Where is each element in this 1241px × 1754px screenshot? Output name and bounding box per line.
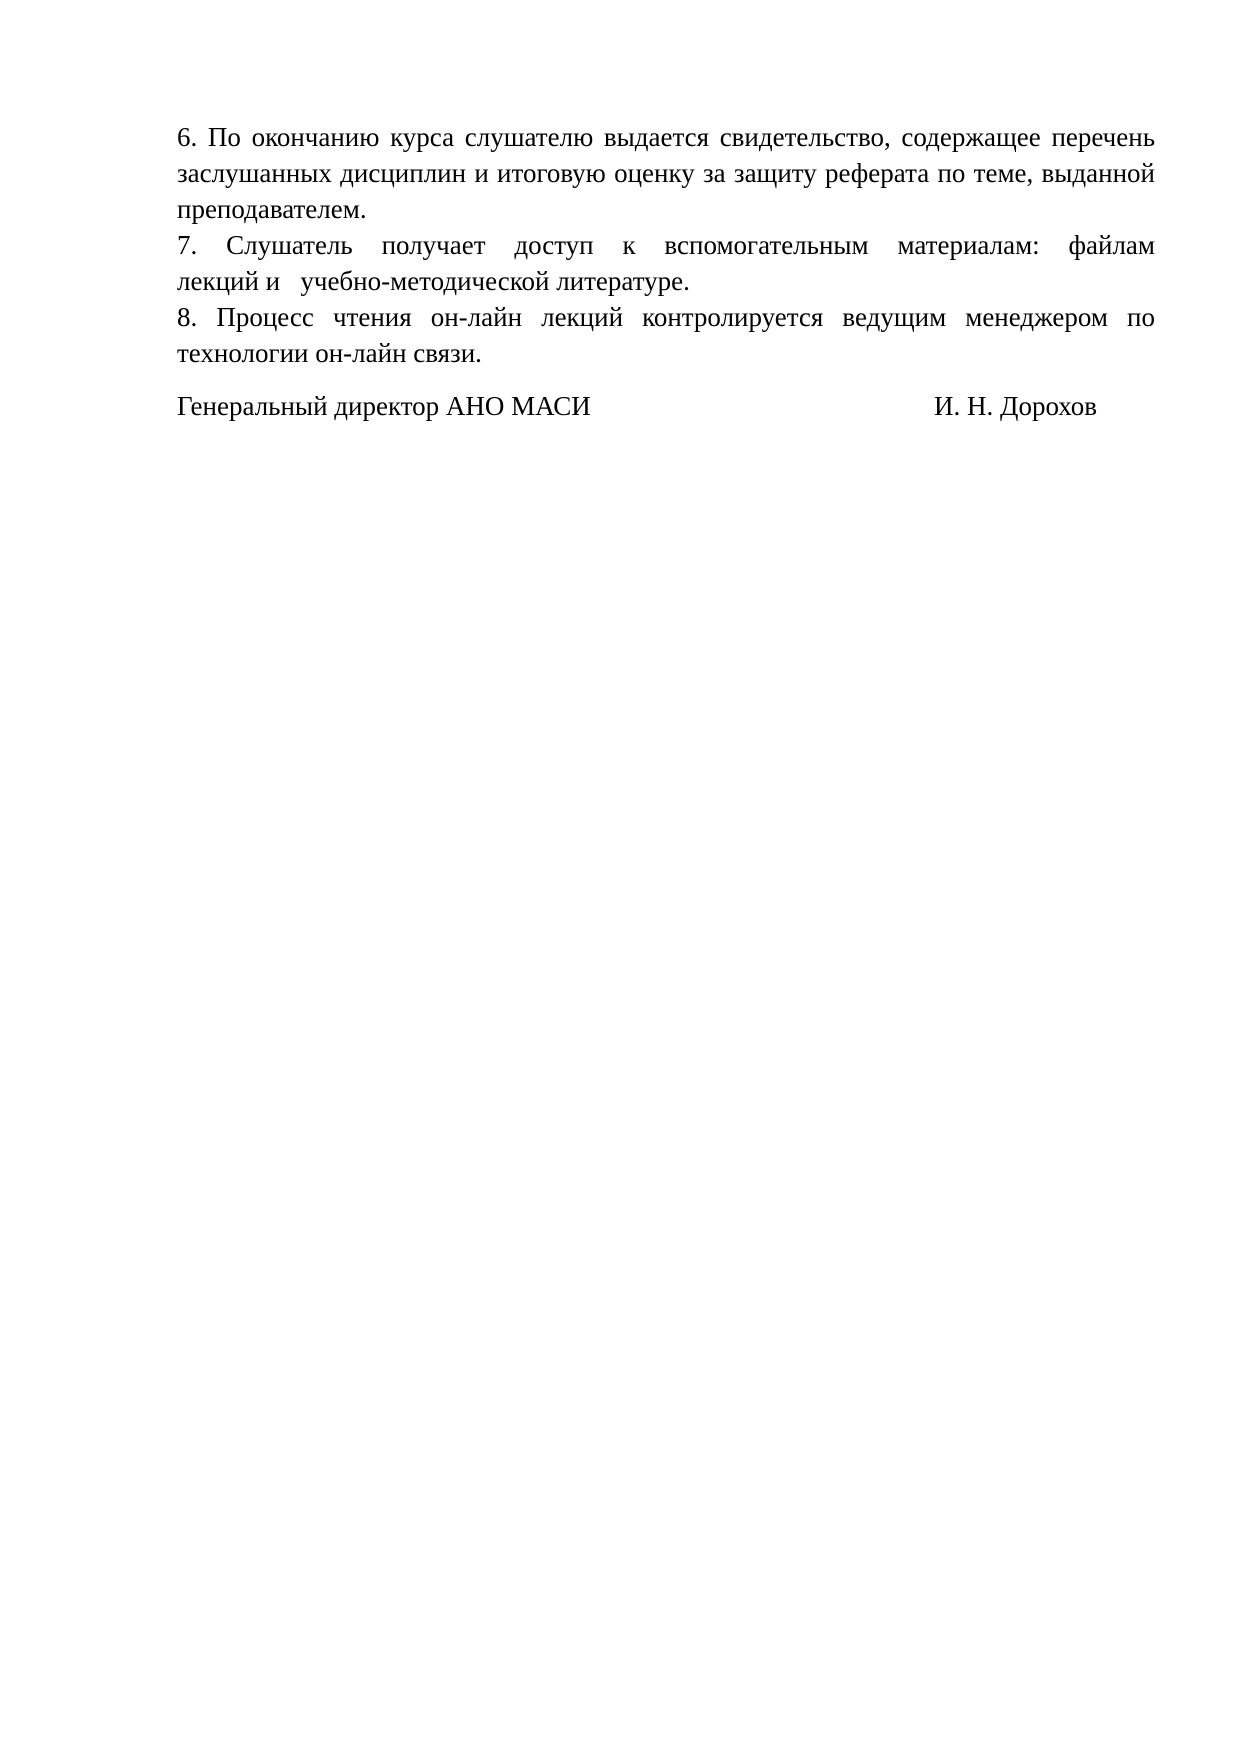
signatory-position: Генеральный директор АНО МАСИ	[177, 391, 591, 421]
paragraph-line: технологии он-лайн связи.	[177, 338, 482, 368]
signature-block	[177, 388, 1097, 424]
signatory-name: И. Н. Дорохов	[934, 391, 1097, 421]
document-body	[177, 119, 1155, 371]
paragraph-line: перечень заслушанных дисциплин и итоговую оценку за защиту реферата по	[177, 122, 1156, 188]
paragraph-line: теме, выданной преподавателем.	[177, 158, 1155, 224]
paragraph-line: 8. Процесс чтения он-лайн лекций контролируется ведущим менеджером по	[177, 302, 1155, 332]
paragraph-line: 7. Слушатель получает доступ к вспомогательным материалам: файлам	[177, 230, 1155, 260]
paragraph-8	[177, 299, 1155, 371]
paragraph-line: 6. По окончанию курса слушателю выдается свидетельство, содержащее	[177, 122, 1041, 152]
paragraph-7	[177, 227, 1155, 299]
paragraph-line: лекций и учебно-методической литературе.	[177, 266, 690, 296]
paragraph-6	[177, 119, 1155, 227]
